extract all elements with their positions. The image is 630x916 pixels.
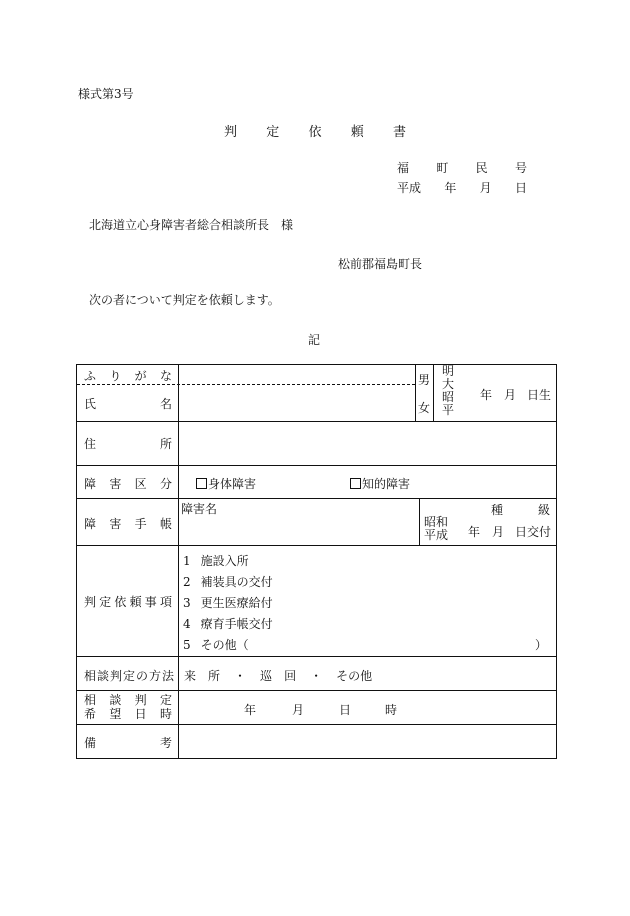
request-item-2: 2 補装具の交付 (183, 575, 273, 589)
method-sep-2: ・ (310, 669, 323, 683)
method-label: 相談判定の方法 (84, 669, 176, 683)
furigana-divider (77, 384, 415, 385)
method-sep-1: ・ (234, 669, 247, 683)
birth-day: 日生 (527, 388, 552, 402)
desired-year: 年 (244, 703, 257, 717)
method-other: その他 (336, 669, 373, 683)
title-char-4: 頼 (350, 125, 364, 140)
row-divider (77, 690, 556, 691)
request-item-1: 1 施設入所 (183, 554, 249, 568)
name-label: 氏 名 (84, 397, 172, 411)
issue-year: 年 (468, 525, 481, 539)
title-char-2: 定 (266, 125, 280, 140)
desired-date-label-bottom: 希 望 日 時 (84, 707, 172, 721)
intellectual-checkbox[interactable] (350, 478, 361, 489)
document-number (397, 159, 527, 176)
disability-class-label: 障 害 区 分 (84, 477, 172, 491)
row-divider (77, 545, 556, 546)
physical-checkbox[interactable] (196, 478, 207, 489)
desired-date-label-top: 相 談 判 定 (84, 693, 172, 707)
issue-era-heisei: 平成 (424, 528, 449, 542)
request-item-5: 5 その他（ (183, 638, 249, 652)
addressee: 北海道立心身障害者総合相談所長 様 (89, 218, 294, 232)
doc-number-min: 民 (475, 161, 488, 175)
date-year: 年 (444, 181, 457, 195)
sex-female: 女 (418, 401, 431, 415)
title-char-5: 書 (392, 125, 406, 140)
era-heisei: 平 (442, 403, 455, 417)
doc-number-machi: 町 (436, 161, 449, 175)
remarks-label: 備 考 (84, 736, 172, 750)
doc-number-go: 号 (514, 161, 527, 175)
birth-month: 月 (504, 388, 517, 402)
doc-number-fuku: 福 (397, 161, 410, 175)
document-title (224, 121, 406, 140)
request-item-5-close: ） (535, 638, 548, 652)
request-item-3: 3 更生医療給付 (183, 596, 273, 610)
sex-column-divider (415, 365, 416, 421)
grade-label: 級 (538, 503, 551, 517)
row-divider (77, 498, 556, 499)
intellectual-disability-option[interactable]: 知的障害 (350, 475, 410, 492)
birth-year: 年 (480, 388, 493, 402)
method-tour-1: 巡 (260, 669, 273, 683)
ki-heading: 記 (308, 333, 321, 347)
sender: 松前郡福島町長 (338, 257, 423, 271)
label-column-divider (178, 365, 179, 758)
row-divider (77, 465, 556, 466)
title-char-3: 依 (308, 125, 322, 140)
form-number: 様式第3号 (78, 87, 134, 101)
date-day: 日 (514, 181, 527, 195)
era-meiji: 明 (442, 364, 455, 378)
handbook-divider (419, 498, 420, 545)
issue-date (397, 179, 527, 196)
desired-month: 月 (292, 703, 305, 717)
issue-day: 日交付 (515, 525, 552, 539)
desired-hour: 時 (385, 703, 398, 717)
type-label: 種 (491, 503, 504, 517)
sex-male: 男 (418, 373, 431, 387)
method-options (184, 667, 372, 684)
handbook-label: 障 害 手 帳 (84, 517, 172, 531)
row-divider (77, 656, 556, 657)
method-visit-1: 来 (184, 669, 197, 683)
issue-era-showa: 昭和 (424, 515, 449, 529)
date-month: 月 (479, 181, 492, 195)
date-era: 平成 (397, 181, 422, 195)
furigana-label: ふ り が な (84, 369, 172, 383)
physical-disability-option[interactable]: 身体障害 (196, 475, 256, 492)
desired-day: 日 (339, 703, 352, 717)
request-form-table (76, 364, 557, 759)
address-label: 住 所 (84, 437, 172, 451)
issue-month: 月 (492, 525, 505, 539)
row-divider (77, 421, 556, 422)
method-visit-2: 所 (208, 669, 221, 683)
title-char-1: 判 (224, 125, 238, 140)
era-column-divider (433, 365, 434, 421)
intro-text: 次の者について判定を依頼します。 (89, 293, 280, 307)
method-tour-2: 回 (284, 669, 297, 683)
era-taisho: 大 (442, 377, 455, 391)
request-items-label: 判 定 依 頼 事 項 (84, 595, 172, 609)
row-divider (77, 724, 556, 725)
era-showa: 昭 (442, 390, 455, 404)
request-item-4: 4 療育手帳交付 (183, 617, 273, 631)
disability-name-label: 障害名 (181, 502, 218, 516)
